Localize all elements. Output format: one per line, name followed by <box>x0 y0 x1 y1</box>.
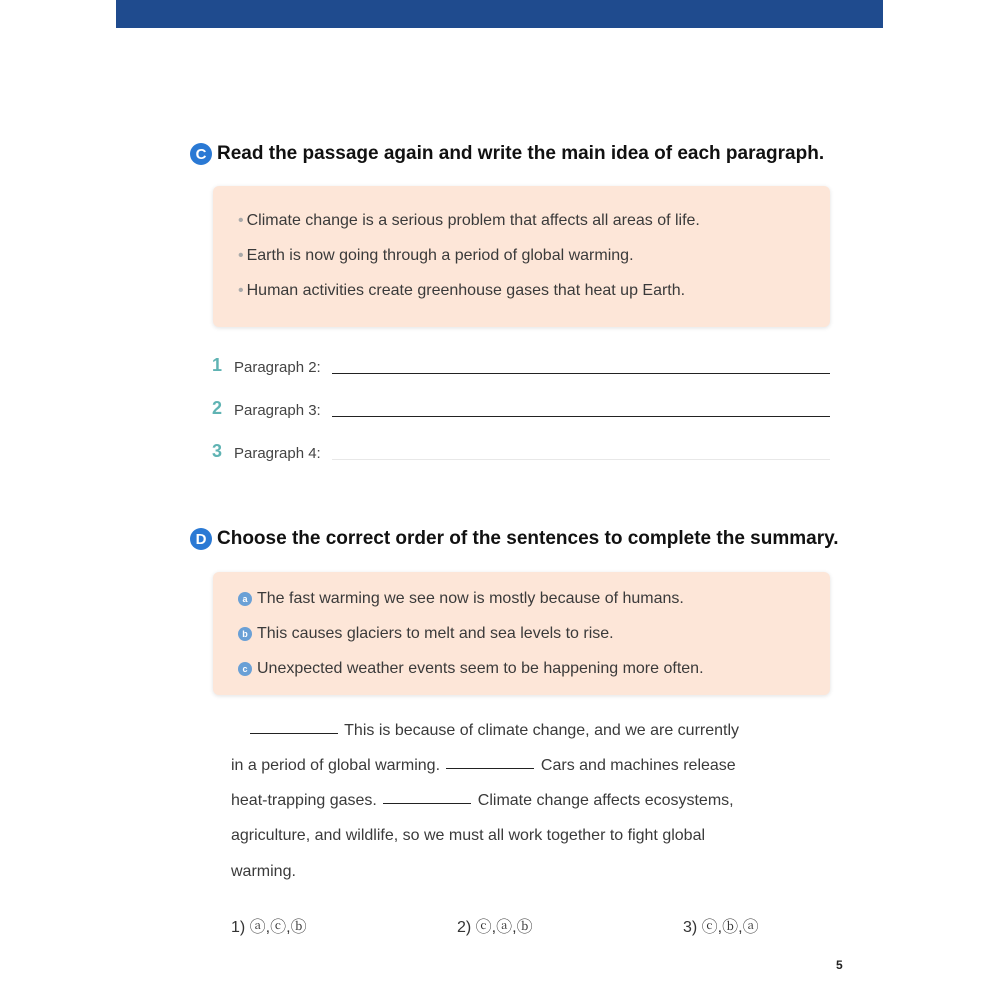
marker-a-icon: a <box>238 592 252 606</box>
item-number: 2 <box>212 398 223 418</box>
section-c-instruction: Read the passage again and write the main idea of each paragraph. <box>217 143 825 164</box>
section-d-badge: D <box>190 528 212 550</box>
paragraph-label: Paragraph 3: <box>234 402 321 419</box>
section-d-instruction: Choose the correct order of the sentences to complete the summary. <box>217 528 839 549</box>
summary-blank[interactable] <box>446 768 534 769</box>
answer-option-1[interactable]: 1) ⓐ,ⓒ,ⓑ <box>231 919 307 936</box>
item-number: 1 <box>212 355 223 375</box>
marker-b-icon: b <box>238 627 252 641</box>
item-number: 3 <box>212 441 223 461</box>
paragraph-label: Paragraph 2: <box>234 359 321 376</box>
paragraph-row <box>212 438 830 462</box>
paragraph-row <box>212 395 830 419</box>
summary-blank[interactable] <box>250 733 338 734</box>
main-idea-option: • Earth is now going through a period of global warming. <box>238 247 634 264</box>
answer-line[interactable] <box>332 373 830 374</box>
bullet-icon: • <box>238 247 244 264</box>
main-idea-option: • Climate change is a serious problem that affects all areas of life. <box>238 212 700 229</box>
paragraph-label: Paragraph 4: <box>234 445 321 462</box>
section-d-title <box>190 528 839 550</box>
main-idea-option: • Human activities create greenhouse gases that heat up Earth. <box>238 282 686 299</box>
sentence-option: c Unexpected weather events seem to be happening more often. <box>238 660 704 678</box>
answer-line[interactable] <box>332 459 830 460</box>
section-c-title <box>190 143 824 165</box>
bullet-icon: • <box>238 282 244 299</box>
sentence-box <box>213 572 830 695</box>
sentence-option: a The fast warming we see now is mostly because of humans. <box>238 590 684 608</box>
paragraph-row <box>212 352 830 376</box>
summary-blank[interactable] <box>383 803 471 804</box>
section-c-badge: C <box>190 143 212 165</box>
page-number: 5 <box>836 958 843 972</box>
answer-option-3[interactable]: 3) ⓒ,ⓑ,ⓐ <box>683 919 759 936</box>
sentence-option: b This causes glaciers to melt and sea levels to rise. <box>238 625 614 643</box>
header-bar <box>116 0 883 28</box>
answer-option-2[interactable]: 2) ⓒ,ⓐ,ⓑ <box>457 919 533 936</box>
marker-c-icon: c <box>238 662 252 676</box>
answer-line[interactable] <box>332 416 830 417</box>
main-idea-box <box>213 186 830 327</box>
bullet-icon: • <box>238 212 244 229</box>
